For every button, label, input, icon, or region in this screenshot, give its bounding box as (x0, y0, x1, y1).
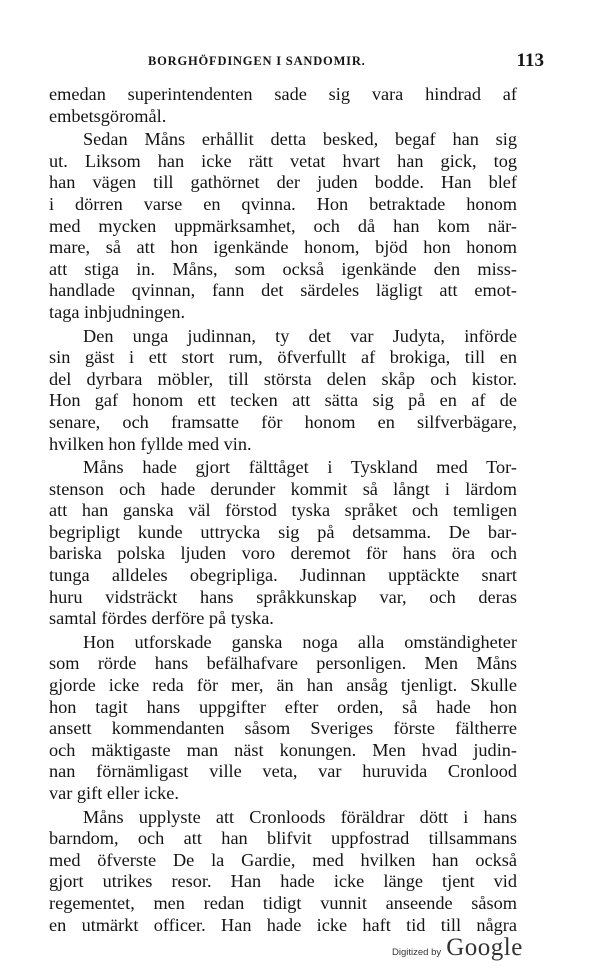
text-line: ansett kommendanten såsom Sveriges förste fältherre (49, 718, 517, 739)
text-line: handlade qvinnan, fann det särdeles lägligt att emot- (49, 280, 517, 301)
text-line: huru vidsträckt hans språkkunskap var, och deras (49, 586, 517, 607)
text-line: som rörde hans befälhafvare personligen. Men Måns (49, 653, 517, 674)
running-head (50, 50, 554, 72)
text-body (49, 84, 517, 938)
digitized-by-label: Digitized by (392, 947, 442, 958)
running-title: BORGHÖFDINGEN I SANDOMIR. (148, 54, 366, 68)
text-line: senare, och framsatte för honom en silfverbägare, (49, 411, 517, 432)
text-line: ut. Liksom han icke rätt vetat hvart han gick, tog (49, 150, 517, 171)
text-line: med öfverste De la Gardie, med hvilken han också (49, 849, 517, 870)
text-line: att stiga in. Måns, som också igenkände den miss- (49, 258, 517, 279)
text-line: mare, så att hon igenkände honom, bjöd hon honom (49, 237, 517, 258)
paragraph-2 (49, 129, 517, 323)
text-line: han vägen till gathörnet der juden bodde. Han blef (49, 172, 517, 193)
text-line: regementet, men redan tidigt vunnit anseende såsom (49, 892, 517, 913)
text-line: Hon gaf honom ett tecken att sätta sig på en af de (49, 390, 517, 411)
text-line: stenson och hade derunder kommit så långt i lärdom (49, 478, 517, 499)
google-logo: Google (446, 934, 523, 961)
text-line: barndom, och att han blifvit uppfostrad tillsammans (49, 828, 517, 849)
text-line: nan förnämligast ville veta, var huruvida Cronlood (49, 761, 517, 782)
text-line: gjorde icke reda för mer, än han ansåg tjenligt. Skulle (49, 675, 517, 696)
paragraph-4 (49, 457, 517, 630)
text-line: Sedan Måns erhållit detta besked, begaf han sig (83, 129, 517, 150)
text-line: en utmärkt officer. Han hade icke haft tid till några (49, 914, 517, 935)
text-line: Den unga judinnan, ty det var Judyta, införde (83, 325, 517, 346)
paragraph-5 (49, 632, 517, 805)
text-line: Måns hade gjort fälttåget i Tyskland med Tor- (83, 457, 517, 478)
text-line: var gift eller icke. (49, 783, 179, 803)
text-line: bariska polska ljuden voro deremot för hans öra och (49, 543, 517, 564)
text-line: att han ganska väl förstod tyska språket och temligen (49, 500, 517, 521)
text-line: hvilken hon fyllde med vin. (49, 433, 252, 454)
text-line: sin gäst i ett stort rum, öfverfullt af brokiga, till en (49, 347, 517, 368)
text-line: begripligt kunde uttrycka sig på detsamma. De bar- (49, 521, 517, 542)
digitization-watermark (392, 934, 532, 964)
text-line: och mäktigaste man näst konungen. Men hvad judin- (49, 739, 517, 760)
paragraph-3 (49, 326, 517, 456)
page-number: 113 (516, 50, 544, 71)
text-line: emedan superintendenten sade sig vara hindrad af (49, 84, 517, 104)
text-line: Måns upplyste att Cronloods föräldrar dött i hans (83, 806, 517, 827)
text-line: embetsgöromål. (49, 105, 167, 126)
paragraph-6 (49, 807, 517, 937)
text-line: hon tagit hans uppgifter efter orden, så hade hon (49, 696, 517, 717)
text-line: i dörren varse en qvinna. Hon betraktade honom (49, 193, 517, 214)
text-line: taga inbjudningen. (49, 301, 186, 322)
text-line: tunga alldeles obegripliga. Judinnan upptäckte snart (49, 565, 517, 586)
text-line: del dyrbara möbler, till största delen skåp och kistor. (49, 368, 517, 389)
text-line: Hon utforskade ganska noga alla omständigheter (83, 631, 517, 652)
paragraph-1 (49, 84, 517, 127)
text-line: gjort utrikes resor. Han hade icke länge tjent vid (49, 871, 517, 892)
text-line: samtal fördes derföre på tyska. (49, 608, 274, 629)
text-line: med mycken uppmärksamhet, och då han kom när- (49, 215, 517, 236)
